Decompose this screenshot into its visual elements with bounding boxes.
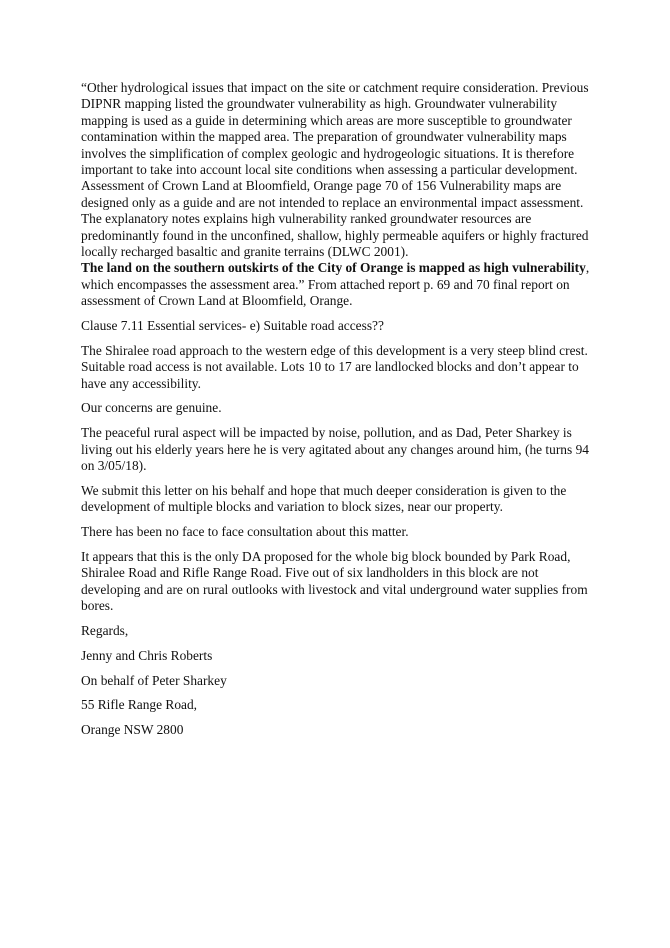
quote-text-part1: “Other hydrological issues that impact on the site or catchment require consideration. Previous DIPNR mapping listed the groundwater vulnerability as high. Groundwater vulnerability mapping is used as a guide in determining which areas are more susceptible to groundwater contamination within the mapped area. The preparation of groundwater vulnerability maps involves the simplification of complex geologic and hydrogeologic situations. It is therefore important to take into account local site conditions when assessing a particular development. Assessment of Crown Land at Bloomfield, Orange page 70 of 156 Vulnerability maps are designed only as a guide and are not intended to replace an environmental impact assessment. The explanatory notes explains high vulnerability ranked groundwater resources are predominantly found in the unconfined, shallow, highly permeable aquifers or highly fractured locally recharged basaltic and granite terrains (DLWC 2001). xyxy=(81,80,589,260)
consultation-paragraph: There has been no face to face consultation about this matter. xyxy=(81,524,409,540)
quote-paragraph xyxy=(81,80,591,310)
signatories: Jenny and Chris Roberts xyxy=(81,647,213,663)
submit-paragraph: We submit this letter on his behalf and hope that much deeper consideration is given to the development of multiple blocks and variation to block sizes, near our property. xyxy=(81,482,567,515)
letter-body xyxy=(81,80,591,747)
closing-salutation: Regards, xyxy=(81,622,129,638)
only-da-paragraph: It appears that this is the only DA proposed for the whole big block bounded by Park Road, Shiralee Road and Rifle Range Road. Five out of six landholders in this block are not developing and are on rural outlooks with livestock and vital underground water supplies from bores. xyxy=(81,548,588,614)
road-access-paragraph: The Shiralee road approach to the western edge of this development is a very steep blind crest. Suitable road access is not available. Lots 10 to 17 are landlocked blocks and don’t appear to have any accessibility. xyxy=(81,342,588,391)
clause-heading: Clause 7.11 Essential services- e) Suitable road access?? xyxy=(81,318,384,334)
quote-bold-text: The land on the southern outskirts of the City of Orange is mapped as high vulnerability xyxy=(81,260,586,276)
concerns-paragraph: Our concerns are genuine. xyxy=(81,400,222,416)
address-line-2: Orange NSW 2800 xyxy=(81,722,184,738)
address-line-1: 55 Rifle Range Road, xyxy=(81,697,198,713)
rural-aspect-paragraph: The peaceful rural aspect will be impacted by noise, pollution, and as Dad, Peter Sharkey is living out his elderly years here he is very agitated about any changes around him, (he turns 94 on 3/05/18). xyxy=(81,425,589,474)
on-behalf-line: On behalf of Peter Sharkey xyxy=(81,672,227,688)
quote-text-part2: , which encompasses the assessment area.” From attached report p. 69 and 70 final report on assessment of Crown Land at Bloomfield, Orange. xyxy=(81,260,590,309)
